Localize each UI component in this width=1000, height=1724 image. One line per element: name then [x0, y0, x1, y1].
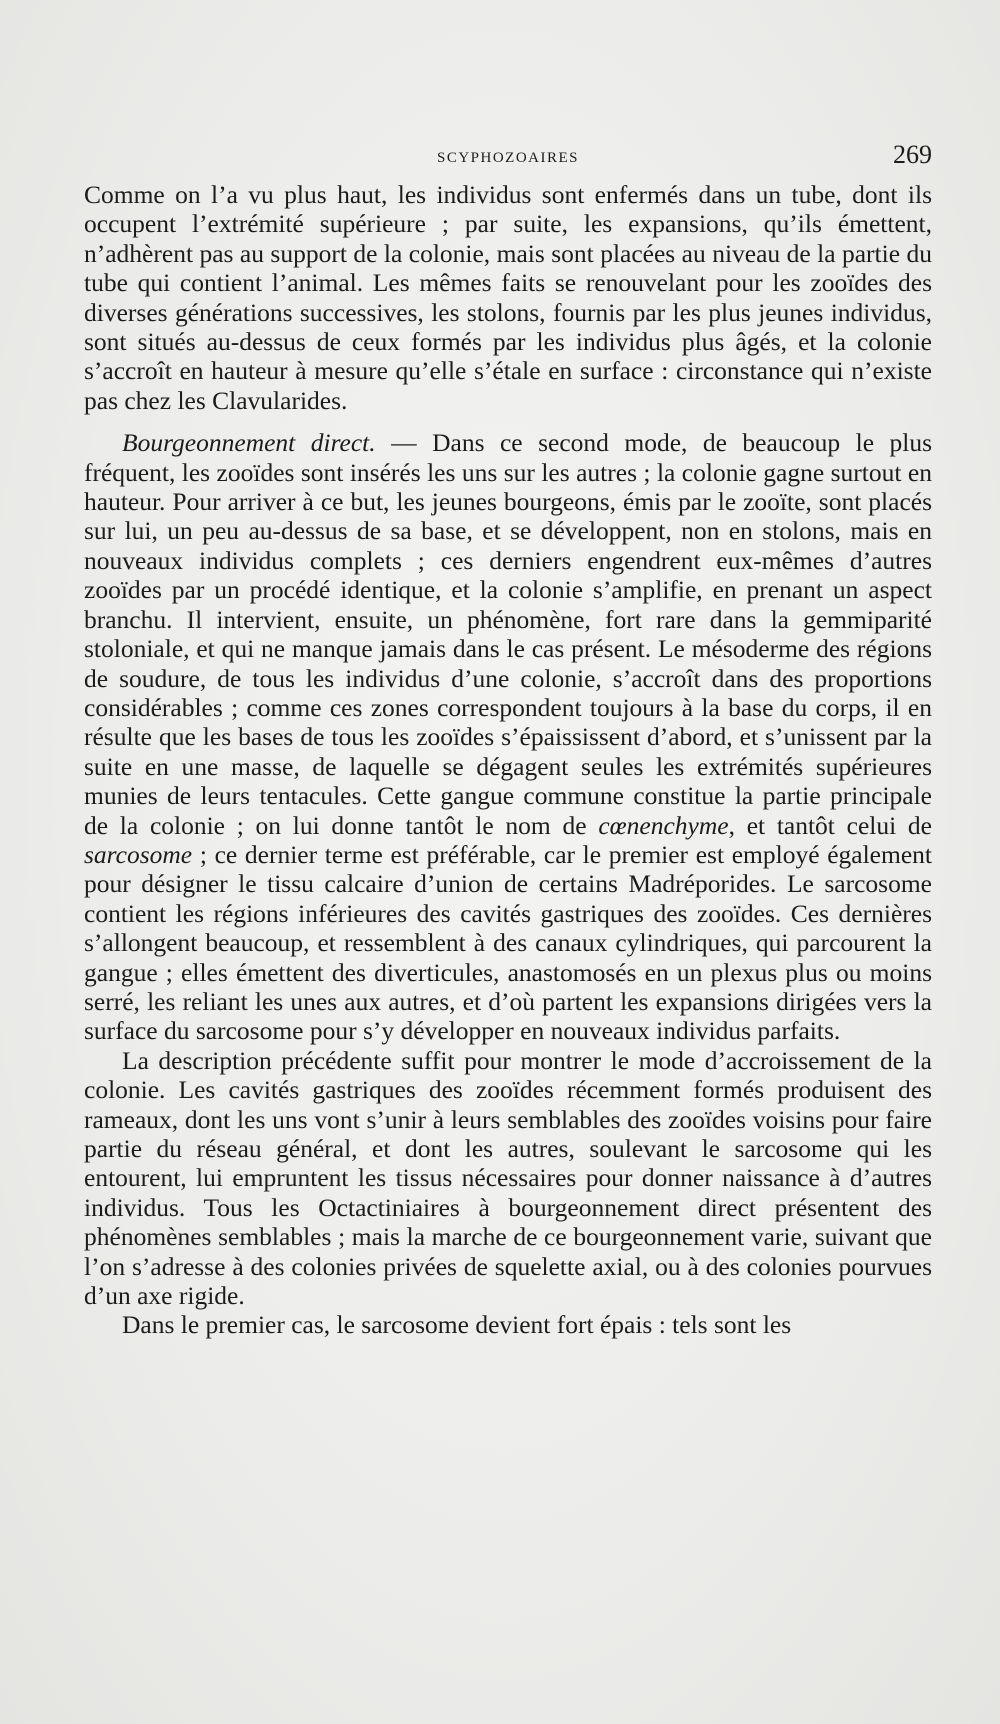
paragraph-text: La description précédente suffit pour montrer le mode d’accroissement de la colonie. Les cavités gastriques des zooïdes récemment formés produisent des rameaux, dont les uns vont s’unir à leurs semblables des zooïdes voisins pour faire partie du réseau général, et dont les autres, soulevant le sarcosome qui les entourent, lui empruntent les tissus nécessaires pour donner naissance à d’autres individus. Tous les Octactiniaires à bourgeonnement direct présentent des phénomènes semblables ; mais la marche de ce bourgeonnement varie, suivant que l’on s’adresse à des colonies privées de squelette axial, ou à des colonies pourvues d’un axe rigide. — [84, 1045, 932, 1311]
running-head — [84, 140, 932, 180]
body-text — [84, 180, 932, 1340]
paragraph-text: — Dans ce second mode, de beaucoup le plus fréquent, les zooïdes sont insérés les uns sur les autres ; la colonie gagne surtout en hauteur. Pour arriver à ce but, les jeunes bourgeons, émis par le zooïte, sont placés sur lui, un peu au-dessus de sa base, et se développent, non en stolons, mais en nouveaux individus complets ; ces derniers engendrent eux-mêmes d’autres zooïdes par un procédé identique, et la colonie s’amplifie, en prenant un aspect branchu. Il intervient, ensuite, un phénomène, fort rare dans la gemmiparité stoloniale, et qui ne manque jamais dans le cas présent. Le mésoderme des régions de soudure, de tous les individus d’une colonie, s’accroît dans des proportions considérables ; comme ces zones correspondent toujours à la base du corps, il en résulte que les bases de tous les zooïdes s’épaississent d’abord, et s’unissent par la suite en une masse, de laquelle se dégagent seules les extrémités supérieures munies de leurs tentacules. Cette gangue commune constitue la partie principale de la colonie ; on lui donne tantôt le nom de — [84, 428, 932, 840]
book-page — [84, 140, 932, 1340]
section-heading-italic: Bourgeonnement direct. — [122, 428, 376, 458]
running-title: SCYPHOZOAIRES — [436, 150, 580, 166]
paragraph-growth-description — [84, 1046, 932, 1311]
term-italic: cœnenchyme — [598, 810, 729, 840]
paragraph-first-case — [84, 1310, 932, 1339]
paragraph-tube-colonies — [84, 180, 932, 415]
paragraph-text: Comme on l’a vu plus haut, les individus sont enfermés dans un tube, dont ils occupent l’extrémité supérieure ; par suite, les expansions, qu’ils émettent, n’adhèrent pas au support de la colonie, mais sont placées au niveau de la partie du tube qui contient l’animal. Les mêmes faits se renouvelant pour les zooïdes des diverses générations successives, les stolons, fournis par les plus jeunes individus, sont situés au-dessus de ceux formés par les individus plus âgés, et la colonie s’accroît en hauteur à mesure qu’elle s’étale en surface : circonstance qui n’existe pas chez les Clavularides. — [84, 180, 932, 415]
paragraph-text: ; ce dernier terme est préférable, car le premier est employé également pour désigner le tissu calcaire d’union de certains Madréporides. Le sarcosome contient les régions inférieures des cavités gastriques des zooïdes. Ces dernières s’allongent beaucoup, et ressemblent à des canaux cylindriques, qui parcourent la gangue ; elles émettent des diverticules, anastomosés en un plexus plus ou moins serré, les reliant les unes aux autres, et d’où partent les expansions dirigées vers la surface du sarcosome pour s’y développer en nouveaux individus parfaits. — [84, 839, 932, 1046]
paragraph-direct-budding — [84, 428, 932, 1046]
paragraph-text: , et tantôt celui de — [728, 810, 932, 840]
term-italic: sarcosome — [84, 839, 193, 869]
paragraph-text: Dans le premier cas, le sarcosome devient fort épais : tels sont les — [122, 1310, 792, 1340]
page-number: 269 — [893, 140, 932, 169]
